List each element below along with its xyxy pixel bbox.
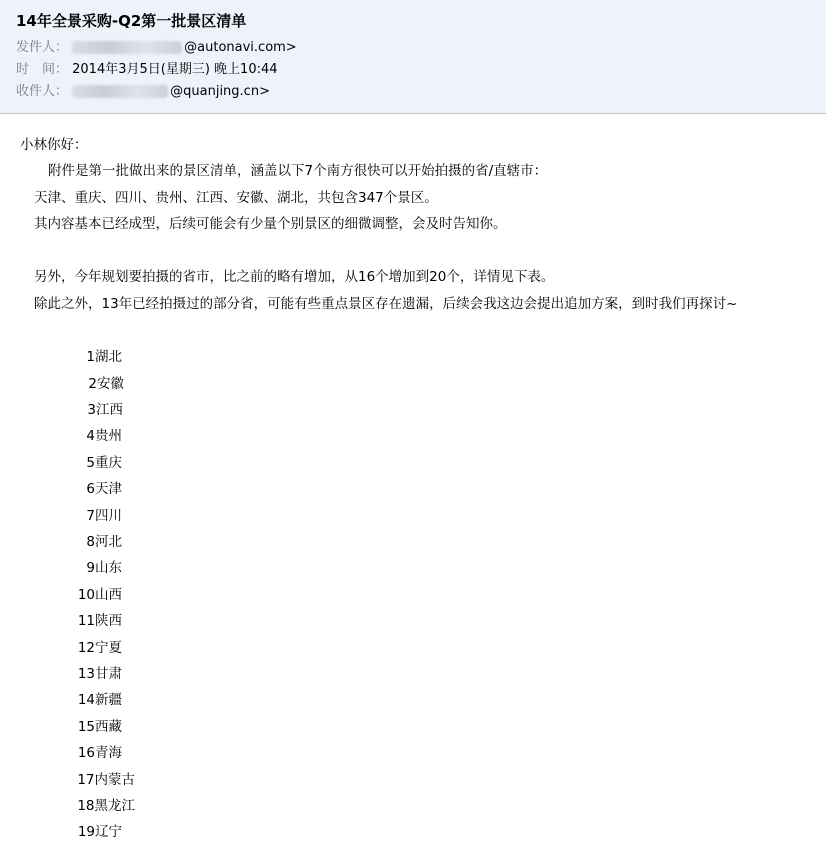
from-value[interactable]: @autonavi.com>	[184, 40, 297, 55]
time-label: 时 间：	[16, 62, 69, 77]
redacted-sender	[72, 41, 182, 54]
email-subject: 14年全景采购-Q2第一批景区清单	[16, 12, 247, 30]
from-label: 发件人：	[16, 40, 69, 55]
to-value[interactable]: @quanjing.cn>	[170, 84, 270, 99]
body-line: 另外，今年规划要拍摄的省市，比之前的略有增加，从16个增加到20个，详情见下表。	[34, 269, 555, 285]
list-item: 9山东	[86, 560, 122, 576]
list-item: 11陕西	[77, 613, 122, 629]
list-item: 4贵州	[86, 428, 122, 444]
email-header	[0, 0, 826, 114]
list-item: 15西藏	[77, 719, 122, 735]
list-item: 10山西	[77, 587, 122, 603]
from-row	[16, 39, 297, 57]
body-line: 天津、重庆、四川、贵州、江西、安徽、湖北，共包含347个景区。	[34, 190, 438, 206]
time-row	[16, 61, 278, 79]
list-item: 1湖北	[86, 349, 122, 365]
list-item: 7四川	[86, 508, 122, 524]
to-label: 收件人：	[16, 84, 69, 99]
list-item: 13甘肃	[77, 666, 122, 682]
list-item: 5重庆	[86, 455, 122, 471]
to-row	[16, 83, 270, 101]
list-item: 3江西	[87, 402, 123, 418]
greeting: 小林你好：	[20, 137, 88, 153]
list-item: 16青海	[77, 745, 122, 761]
list-item: 6天津	[86, 481, 122, 497]
body-line: 其内容基本已经成型，后续可能会有少量个别景区的细微调整，会及时告知你。	[34, 216, 507, 232]
time-value: 2014年3月5日(星期三) 晚上10:44	[72, 62, 278, 77]
list-item: 12宁夏	[77, 640, 122, 656]
redacted-recipient	[72, 85, 168, 98]
list-item: 19辽宁	[77, 824, 122, 840]
body-line: 除此之外，13年已经拍摄过的部分省，可能有些重点景区存在遗漏，后续会我这边会提出追加方案，到时我们再探讨~	[34, 296, 738, 312]
body-line: 附件是第一批做出来的景区清单，涵盖以下7个南方很快可以开始拍摄的省/直辖市：	[48, 163, 548, 179]
list-item: 14新疆	[77, 692, 122, 708]
list-item: 2安徽	[88, 376, 124, 392]
list-item: 17内蒙古	[77, 772, 135, 788]
list-item: 8河北	[86, 534, 122, 550]
list-item: 18黑龙江	[77, 798, 135, 814]
